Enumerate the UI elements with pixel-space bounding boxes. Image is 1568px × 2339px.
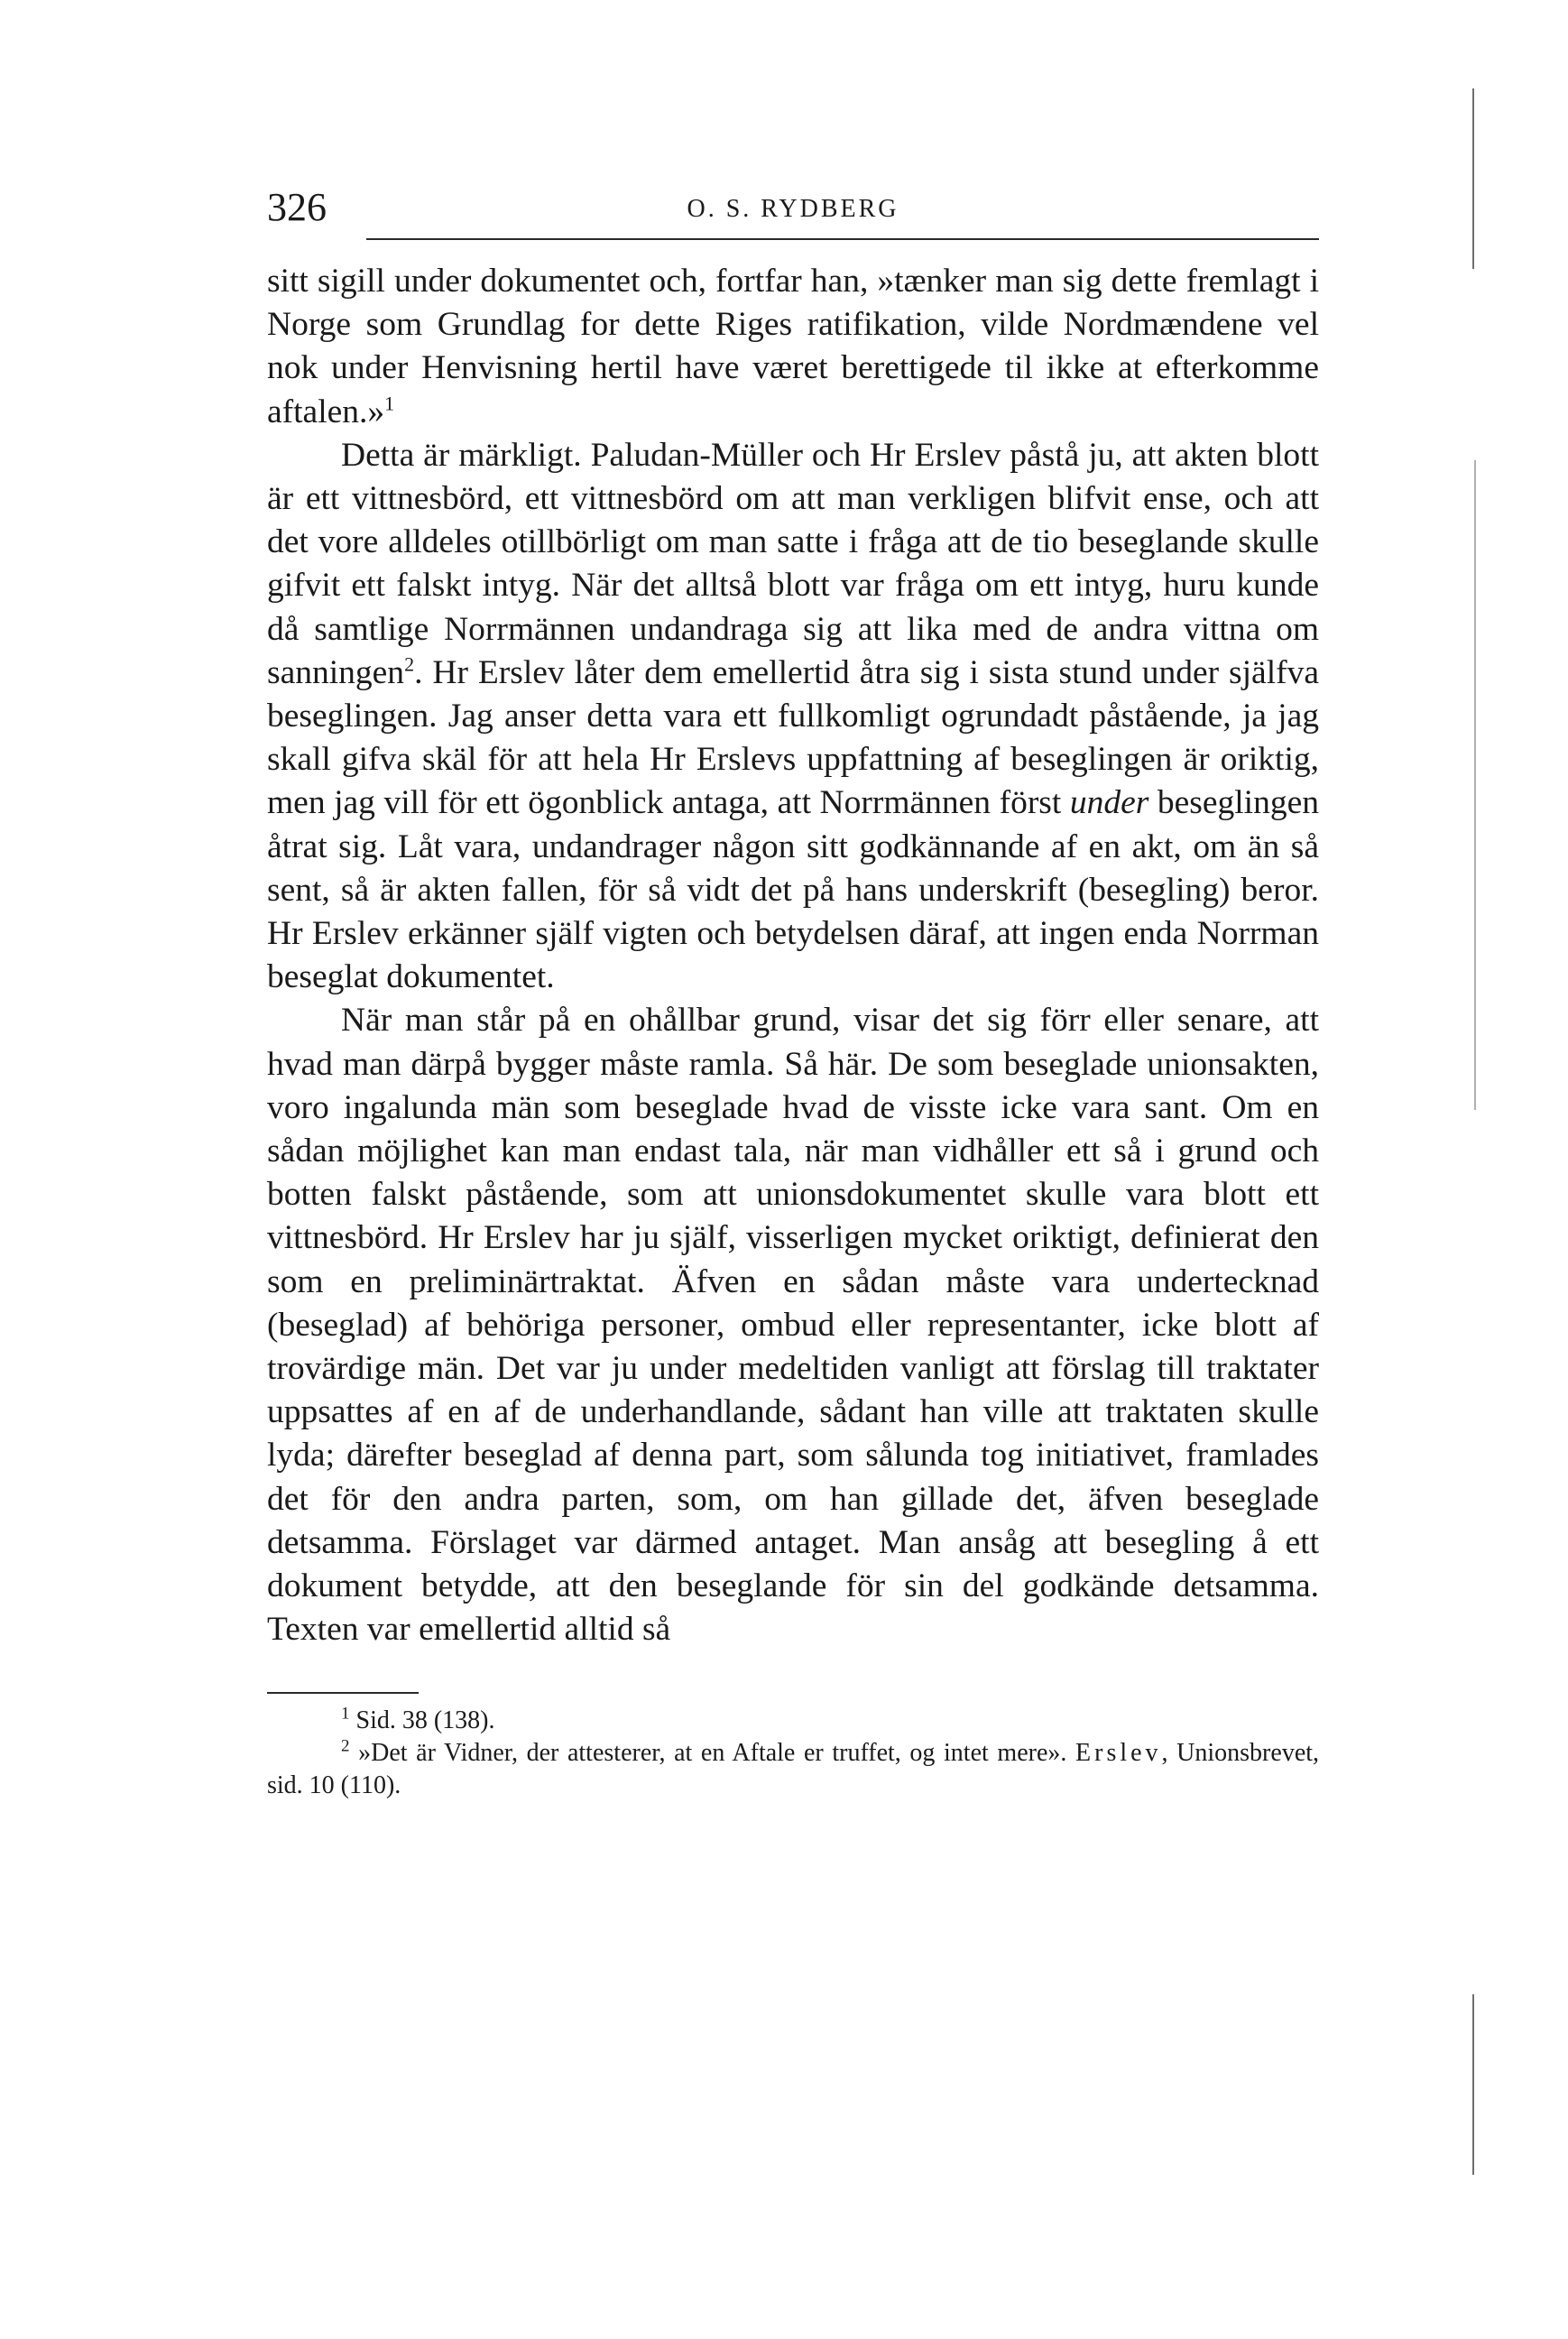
book-page [267,180,1319,1802]
emphasis-under: under [1069,784,1149,822]
footnote-ref-2: 2 [404,652,415,676]
footnote-author: Erslev [1075,1738,1162,1767]
scan-edge-mark [1472,1994,1474,2175]
running-head [267,180,1319,245]
footnote-2: $^2$ »Det är Vidner, der attesterer, at en Aftale er truffet, og intet mere». Erslev, Unionsbrevet, sid. 10 (110). [267,1736,1320,1799]
footnote-1: $^1$ Sid. 38 (138). [341,1704,495,1734]
scan-edge-mark [1472,88,1474,269]
header-rule [366,238,1319,240]
paragraph-1: sitt sigill under dokumentet och, fortfar han, »tænker man sig dette fremlagt i Norge som Grundlag for dette Riges ratifikation, vilde Nordmændene vel nok under Henvisning hertil have været berettigede til ikke at efterkomme aftalen.»$^1$ [267,263,1319,430]
body-text [267,260,1319,1652]
paragraph-3: När man står på en ohållbar grund, visar det sig förr eller senare, att hvad man därpå bygger måste ramla. Så här. De som beseglade unionsakten, voro ingalunda män som beseglade hvad de visste icke vara sant. Om en sådan möjlighet kan man endast tala, när man vidhåller ett så i grund och botten falskt påstående, som att unionsdokumentet skulle vara blott ett vittnesbörd. Hr Erslev har ju själf, visserligen mycket oriktigt, definierat den som en preliminärtraktat. Äfven en sådan måste vara undertecknad (beseglad) af behöriga personer, ombud eller representanter, icke blott af trovärdige män. Det var ju under medeltiden vanligt att förslag till traktater uppsattes af en af de underhandlande, sådant han ville att traktaten skulle lyda; därefter beseglad af denna part, som sålunda tog initiativet, framlades det för den andra parten, som, om han gillade det, äfven beseglade detsamma. Förslaget var därmed antaget. Man ansåg att besegling å ett dokument betydde, att den beseglande för sin del godkände detsamma. Texten var emellertid alltid så [267,1002,1319,1649]
footnotes [267,1705,1319,1802]
page-number: 326 [267,185,327,229]
running-title: O. S. RYDBERG [687,195,899,223]
footnote-ref-1: 1 [384,392,395,415]
scan-edge-mark [1474,460,1476,1110]
footnote-rule [267,1692,419,1694]
paragraph-2: Detta är märkligt. Paludan-Müller och Hr Erslev påstå ju, att akten blott är ett vittnesbörd, ett vittnesbörd om att man verkligen blifvit ense, och att det vore alldeles otillbörligt om man satte i fråga att de tio beseglande skulle gifvit ett falskt intyg. När det alltså blott var fråga om ett intyg, huru kunde då samtlige Norrmännen undandraga sig att lika med de andra vittna om sanningen$^2$. Hr Erslev låter dem emellertid åtra sig i sista stund under själfva beseglingen. Jag anser detta vara ett fullkomligt ogrundadt påstående, ja jag skall gifva skäl för att hela Hr Erslevs uppfattning af beseglingen är oriktig, men jag vill för ett ögonblick antaga, att Norrmännen först under beseglingen åtrat sig. Låt vara, undandrager någon sitt godkännande af en akt, om än så sent, så är akten fallen, för så vidt det på hans underskrift (besegling) beror. Hr Erslev erkänner själf vigten och betydelsen däraf, att ingen enda Norrman beseglat dokumentet. [267,436,1319,996]
